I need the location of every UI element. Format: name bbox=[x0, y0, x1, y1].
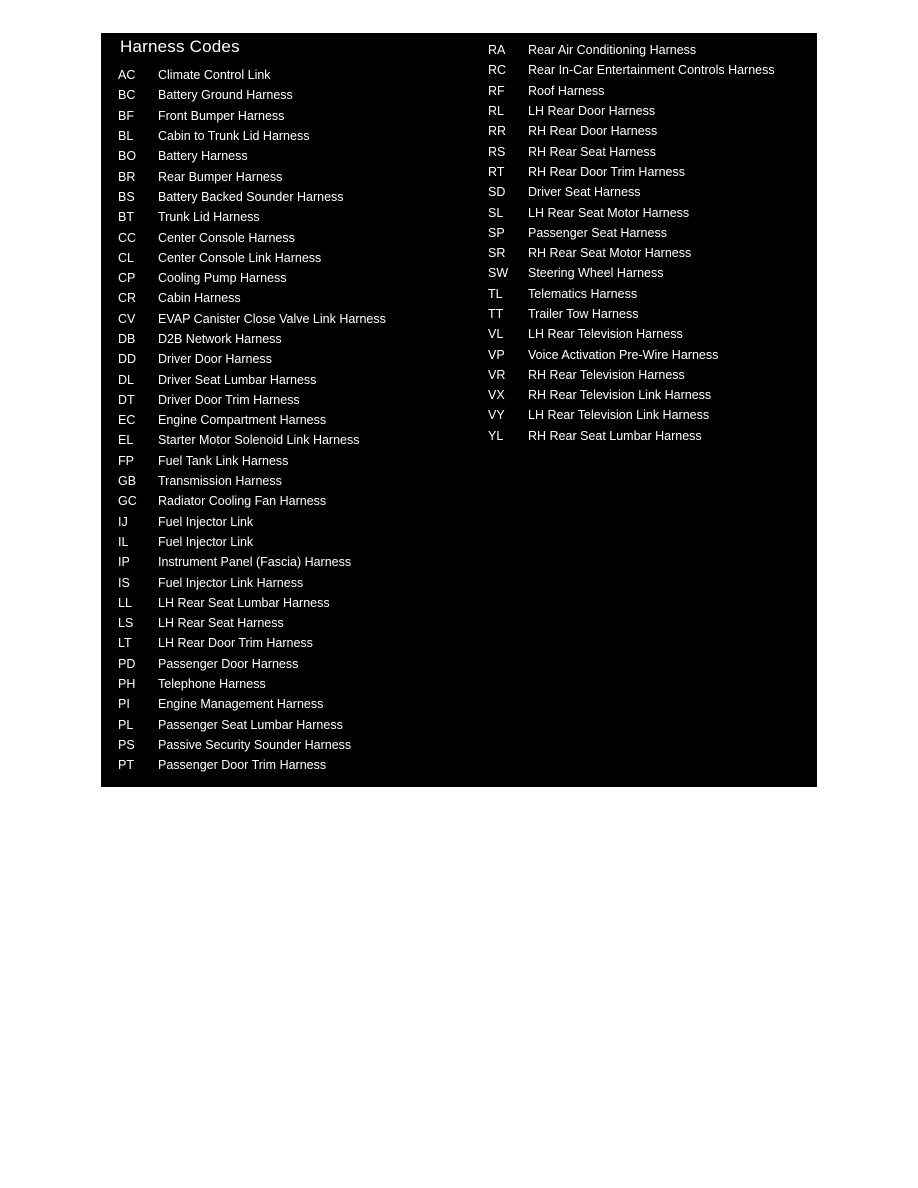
harness-code: VR bbox=[488, 367, 506, 382]
harness-code: PD bbox=[118, 656, 136, 671]
harness-code: BC bbox=[118, 88, 136, 103]
harness-description: Driver Door Harness bbox=[158, 352, 272, 367]
harness-code: RT bbox=[488, 164, 505, 179]
harness-code: RS bbox=[488, 144, 506, 159]
harness-description: EVAP Canister Close Valve Link Harness bbox=[158, 311, 386, 326]
harness-description: LH Rear Television Harness bbox=[528, 327, 683, 342]
harness-row bbox=[118, 715, 386, 735]
harness-row bbox=[118, 654, 386, 674]
harness-description: Transmission Harness bbox=[158, 474, 282, 489]
harness-code: TT bbox=[488, 307, 504, 321]
harness-row bbox=[118, 471, 386, 491]
harness-row bbox=[488, 81, 775, 101]
harness-description: Fuel Injector Link Harness bbox=[158, 575, 304, 590]
harness-code: IS bbox=[118, 575, 130, 590]
harness-description: Center Console Harness bbox=[158, 230, 295, 245]
harness-description: Engine Compartment Harness bbox=[158, 413, 327, 428]
harness-description: Driver Door Trim Harness bbox=[158, 392, 300, 407]
harness-description: Passenger Door Trim Harness bbox=[158, 758, 327, 773]
harness-row bbox=[118, 369, 386, 389]
harness-row bbox=[118, 512, 386, 532]
harness-description: LH Rear Television Link Harness bbox=[528, 408, 710, 423]
harness-description: RH Rear Seat Motor Harness bbox=[528, 246, 692, 261]
harness-row bbox=[118, 85, 386, 105]
harness-description: LH Rear Door Harness bbox=[528, 104, 656, 119]
harness-description: Steering Wheel Harness bbox=[528, 266, 664, 281]
harness-description: Front Bumper Harness bbox=[158, 108, 285, 123]
harness-code: CR bbox=[118, 291, 137, 306]
harness-row bbox=[118, 329, 386, 349]
harness-code: LT bbox=[118, 636, 132, 651]
harness-row bbox=[488, 223, 775, 243]
harness-row bbox=[118, 207, 386, 227]
harness-description: Battery Ground Harness bbox=[158, 88, 293, 103]
harness-description: Fuel Tank Link Harness bbox=[158, 453, 289, 468]
harness-row bbox=[488, 405, 775, 425]
harness-code: EC bbox=[118, 413, 136, 428]
harness-code: DL bbox=[118, 372, 134, 387]
harness-code: SL bbox=[488, 205, 504, 220]
harness-code: VL bbox=[488, 327, 504, 342]
harness-code: VX bbox=[488, 388, 505, 403]
harness-description: Passenger Seat Harness bbox=[528, 225, 667, 240]
harness-code: BF bbox=[118, 108, 134, 123]
harness-row bbox=[118, 674, 386, 694]
harness-row bbox=[118, 106, 386, 126]
harness-code: FP bbox=[118, 453, 134, 468]
harness-row bbox=[488, 263, 775, 283]
harness-description: Trunk Lid Harness bbox=[158, 210, 260, 225]
harness-row bbox=[118, 593, 386, 613]
harness-code: SP bbox=[488, 225, 505, 240]
harness-code: BO bbox=[118, 149, 137, 164]
harness-code: PI bbox=[118, 697, 130, 712]
harness-code: PL bbox=[118, 717, 134, 732]
harness-code: PH bbox=[118, 677, 136, 692]
harness-code: IP bbox=[118, 555, 130, 570]
harness-description: Telephone Harness bbox=[158, 677, 266, 692]
harness-row bbox=[488, 101, 775, 121]
harness-code: BR bbox=[118, 169, 136, 184]
harness-description: Center Console Link Harness bbox=[158, 250, 322, 265]
harness-row bbox=[118, 491, 386, 511]
harness-code: BL bbox=[118, 129, 134, 144]
harness-description: Fuel Injector Link bbox=[158, 534, 254, 549]
harness-row bbox=[118, 268, 386, 288]
harness-code: GC bbox=[118, 494, 137, 509]
harness-code: CP bbox=[118, 271, 136, 286]
harness-code: PT bbox=[118, 758, 134, 773]
harness-code: EL bbox=[118, 433, 134, 448]
harness-row bbox=[118, 248, 386, 268]
harness-code: DD bbox=[118, 352, 137, 367]
harness-row bbox=[118, 532, 386, 552]
harness-code: AC bbox=[118, 68, 136, 83]
harness-codes-panel bbox=[101, 33, 817, 787]
harness-code: BT bbox=[118, 210, 134, 225]
harness-row bbox=[488, 162, 775, 182]
harness-description: Cooling Pump Harness bbox=[158, 271, 287, 286]
harness-description: RH Rear Door Trim Harness bbox=[528, 164, 685, 179]
harness-description: Climate Control Link bbox=[158, 68, 271, 83]
harness-code: RA bbox=[488, 43, 506, 58]
harness-row bbox=[488, 60, 775, 80]
harness-description: Passive Security Sounder Harness bbox=[158, 737, 352, 752]
harness-row bbox=[488, 324, 775, 344]
harness-row bbox=[118, 572, 386, 592]
harness-description: Driver Seat Harness bbox=[528, 185, 641, 200]
harness-description: RH Rear Seat Lumbar Harness bbox=[528, 428, 702, 443]
harness-code: VP bbox=[488, 347, 505, 362]
harness-row bbox=[118, 633, 386, 653]
harness-row bbox=[118, 613, 386, 633]
harness-description: Rear In-Car Entertainment Controls Harness bbox=[528, 63, 775, 78]
harness-description: Battery Backed Sounder Harness bbox=[158, 189, 344, 204]
harness-code: RF bbox=[488, 83, 505, 98]
harness-row bbox=[118, 227, 386, 247]
harness-code: SR bbox=[488, 246, 506, 261]
harness-description: Trailer Tow Harness bbox=[528, 307, 639, 321]
harness-row bbox=[118, 430, 386, 450]
harness-row bbox=[118, 694, 386, 714]
harness-row bbox=[488, 121, 775, 141]
harness-description: Rear Bumper Harness bbox=[158, 169, 283, 184]
harness-list-right bbox=[488, 40, 775, 446]
harness-row bbox=[118, 309, 386, 329]
harness-description: Cabin to Trunk Lid Harness bbox=[158, 129, 310, 144]
harness-list-left bbox=[118, 65, 386, 775]
harness-code: SD bbox=[488, 185, 506, 200]
harness-code: RR bbox=[488, 124, 507, 139]
harness-row bbox=[488, 385, 775, 405]
harness-description: Passenger Door Harness bbox=[158, 656, 299, 671]
harness-row bbox=[488, 40, 775, 60]
harness-description: Telematics Harness bbox=[528, 286, 638, 301]
harness-row bbox=[118, 390, 386, 410]
harness-description: Radiator Cooling Fan Harness bbox=[158, 494, 327, 509]
harness-row bbox=[488, 141, 775, 161]
harness-row bbox=[118, 755, 386, 775]
harness-row bbox=[118, 735, 386, 755]
harness-code: DB bbox=[118, 332, 136, 346]
harness-description: Roof Harness bbox=[528, 83, 605, 98]
harness-description: D2B Network Harness bbox=[158, 332, 282, 346]
panel-title: Harness Codes bbox=[120, 37, 240, 56]
harness-row bbox=[488, 426, 775, 446]
harness-row bbox=[488, 284, 775, 304]
harness-row bbox=[118, 288, 386, 308]
harness-code: VY bbox=[488, 408, 505, 423]
harness-row bbox=[118, 65, 386, 85]
harness-description: Starter Motor Solenoid Link Harness bbox=[158, 433, 360, 448]
harness-code: CV bbox=[118, 311, 136, 326]
harness-code: GB bbox=[118, 474, 137, 489]
harness-row bbox=[118, 126, 386, 146]
harness-code: BS bbox=[118, 189, 135, 204]
harness-description: LH Rear Seat Harness bbox=[158, 616, 284, 631]
harness-description: RH Rear Television Link Harness bbox=[528, 388, 712, 403]
harness-description: Passenger Seat Lumbar Harness bbox=[158, 717, 343, 732]
harness-code: SW bbox=[488, 266, 509, 281]
harness-code: LS bbox=[118, 616, 134, 631]
harness-row bbox=[488, 365, 775, 385]
harness-code: LL bbox=[118, 595, 132, 610]
harness-description: RH Rear Door Harness bbox=[528, 124, 658, 139]
harness-description: LH Rear Seat Lumbar Harness bbox=[158, 595, 330, 610]
harness-row bbox=[488, 182, 775, 202]
harness-description: LH Rear Door Trim Harness bbox=[158, 636, 313, 651]
harness-code: RC bbox=[488, 63, 507, 78]
harness-code: YL bbox=[488, 428, 504, 443]
harness-code: PS bbox=[118, 737, 135, 752]
harness-row bbox=[118, 552, 386, 572]
harness-row bbox=[118, 187, 386, 207]
harness-description: Rear Air Conditioning Harness bbox=[528, 43, 697, 58]
harness-description: RH Rear Seat Harness bbox=[528, 144, 656, 159]
harness-description: RH Rear Television Harness bbox=[528, 367, 685, 382]
harness-row bbox=[488, 344, 775, 364]
harness-code: TL bbox=[488, 286, 503, 301]
harness-row bbox=[118, 451, 386, 471]
harness-code: RL bbox=[488, 104, 504, 119]
harness-description: Driver Seat Lumbar Harness bbox=[158, 372, 317, 387]
harness-code: CL bbox=[118, 250, 134, 265]
harness-code: IJ bbox=[118, 514, 128, 529]
harness-row bbox=[488, 304, 775, 324]
harness-row bbox=[118, 146, 386, 166]
harness-description: Fuel Injector Link bbox=[158, 514, 254, 529]
harness-code: IL bbox=[118, 534, 129, 549]
harness-description: Voice Activation Pre-Wire Harness bbox=[528, 347, 719, 362]
harness-description: LH Rear Seat Motor Harness bbox=[528, 205, 690, 220]
harness-row bbox=[118, 166, 386, 186]
harness-code: CC bbox=[118, 230, 137, 245]
harness-description: Engine Management Harness bbox=[158, 697, 324, 712]
harness-description: Instrument Panel (Fascia) Harness bbox=[158, 555, 352, 570]
harness-row bbox=[118, 349, 386, 369]
harness-row bbox=[118, 410, 386, 430]
harness-code: DT bbox=[118, 392, 135, 407]
harness-row bbox=[488, 202, 775, 222]
harness-description: Cabin Harness bbox=[158, 291, 241, 306]
harness-row bbox=[488, 243, 775, 263]
harness-description: Battery Harness bbox=[158, 149, 248, 164]
